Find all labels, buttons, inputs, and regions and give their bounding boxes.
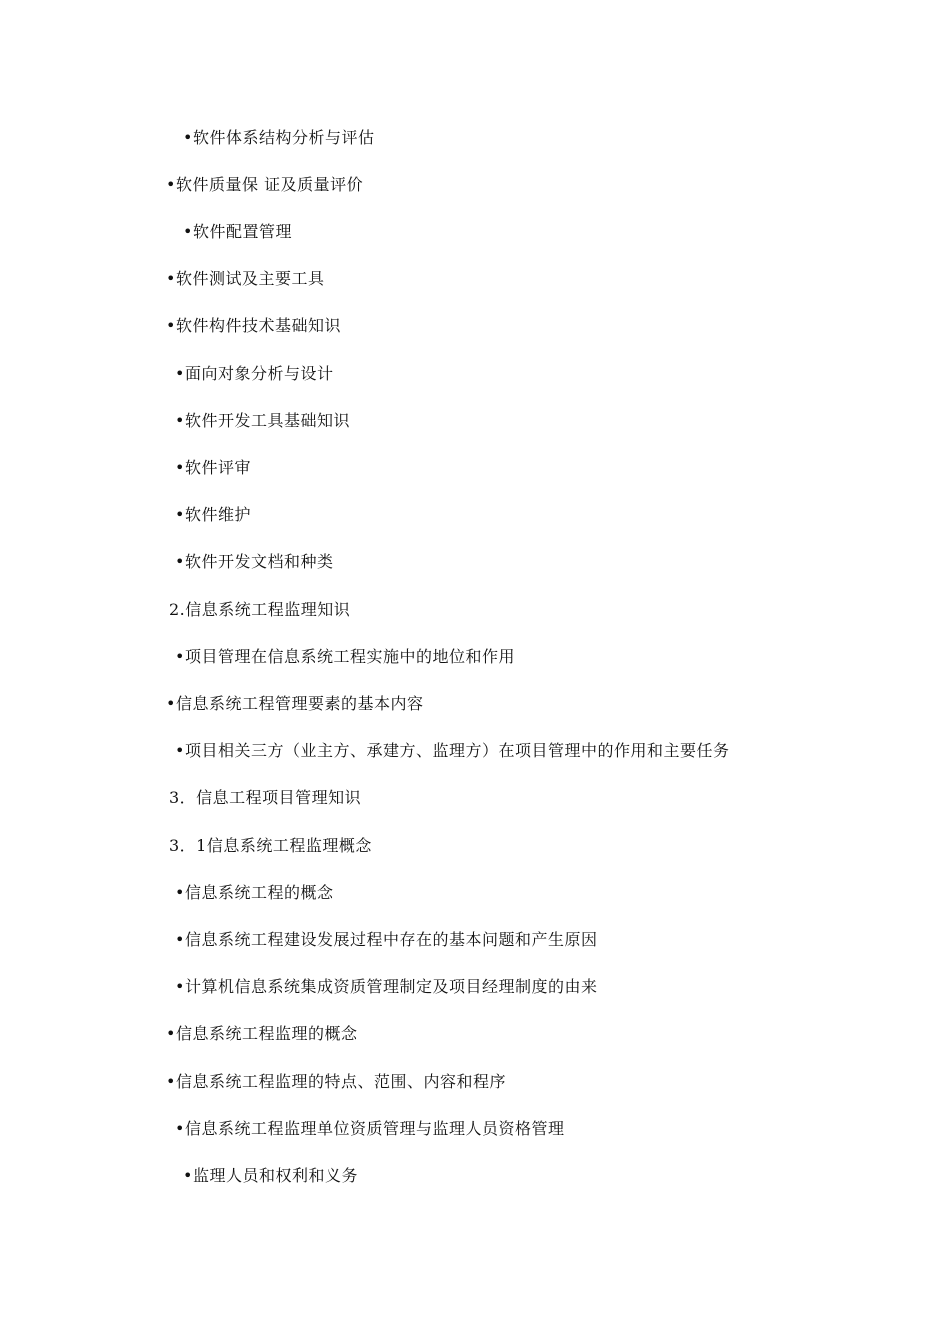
bullet-marker: •: [166, 694, 176, 713]
list-item-text: 软件维护: [185, 505, 252, 524]
list-item: [175, 741, 730, 761]
bullet-marker: •: [166, 175, 176, 194]
list-item-text: 软件构件技术基础知识: [176, 316, 342, 335]
bullet-marker: •: [183, 222, 193, 241]
section-heading: [169, 600, 350, 620]
list-item-text: 面向对象分析与设计: [185, 364, 334, 383]
section-heading: [169, 788, 361, 808]
list-item: [175, 364, 334, 384]
list-item: [175, 977, 598, 997]
bullet-marker: •: [175, 364, 185, 383]
list-item-text: 信息系统工程的概念: [185, 883, 334, 902]
bullet-marker: •: [175, 411, 185, 430]
bullet-marker: •: [175, 505, 185, 524]
list-item-text: 信息系统工程监理的特点、范围、内容和程序: [176, 1072, 507, 1091]
bullet-marker: •: [166, 316, 176, 335]
list-item: [175, 458, 251, 478]
list-item: [183, 222, 292, 242]
list-item: [166, 175, 363, 195]
bullet-marker: •: [166, 269, 176, 288]
section-heading-text: 3．1信息系统工程监理概念: [169, 836, 372, 855]
list-item-text: 软件测试及主要工具: [176, 269, 325, 288]
bullet-marker: •: [183, 1166, 193, 1185]
list-item: [183, 128, 375, 148]
list-item-text: 信息系统工程监理单位资质管理与监理人员资格管理: [185, 1119, 565, 1138]
bullet-marker: •: [175, 458, 185, 477]
bullet-marker: •: [183, 128, 193, 147]
list-item: [175, 883, 334, 903]
section-heading-text: 2.信息系统工程监理知识: [169, 600, 351, 619]
bullet-marker: •: [166, 1072, 176, 1091]
section-heading: [169, 836, 372, 856]
list-item-text: 项目管理在信息系统工程实施中的地位和作用: [185, 647, 516, 666]
bullet-marker: •: [175, 1119, 185, 1138]
list-item-text: 软件开发工具基础知识: [185, 411, 351, 430]
list-item-text: 监理人员和权利和义务: [193, 1166, 359, 1185]
list-item-text: 软件体系结构分析与评估: [193, 128, 375, 147]
list-item: [166, 269, 325, 289]
list-item-text: 信息系统工程监理的概念: [176, 1024, 358, 1043]
list-item: [183, 1166, 358, 1186]
section-heading-text: 3．信息工程项目管理知识: [169, 788, 362, 807]
list-item: [166, 1024, 358, 1044]
list-item: [175, 647, 515, 667]
bullet-marker: •: [175, 647, 185, 666]
list-item: [166, 1072, 506, 1092]
list-item: [175, 552, 334, 572]
list-item: [166, 694, 424, 714]
list-item-text: 计算机信息系统集成资质管理制定及项目经理制度的由来: [185, 977, 598, 996]
list-item: [175, 1119, 565, 1139]
list-item: [166, 316, 341, 336]
list-item-text: 软件质量保 证及质量评价: [176, 175, 364, 194]
list-item-text: 软件评审: [185, 458, 252, 477]
bullet-marker: •: [175, 741, 185, 760]
bullet-marker: •: [175, 977, 185, 996]
bullet-marker: •: [166, 1024, 176, 1043]
bullet-marker: •: [175, 930, 185, 949]
list-item: [175, 505, 251, 525]
list-item-text: 信息系统工程建设发展过程中存在的基本问题和产生原因: [185, 930, 598, 949]
list-item-text: 软件开发文档和种类: [185, 552, 334, 571]
list-item: [175, 411, 350, 431]
list-item: [175, 930, 598, 950]
bullet-marker: •: [175, 883, 185, 902]
list-item-text: 项目相关三方（业主方、承建方、监理方）在项目管理中的作用和主要任务: [185, 741, 730, 760]
list-item-text: 软件配置管理: [193, 222, 293, 241]
list-item-text: 信息系统工程管理要素的基本内容: [176, 694, 424, 713]
bullet-marker: •: [175, 552, 185, 571]
